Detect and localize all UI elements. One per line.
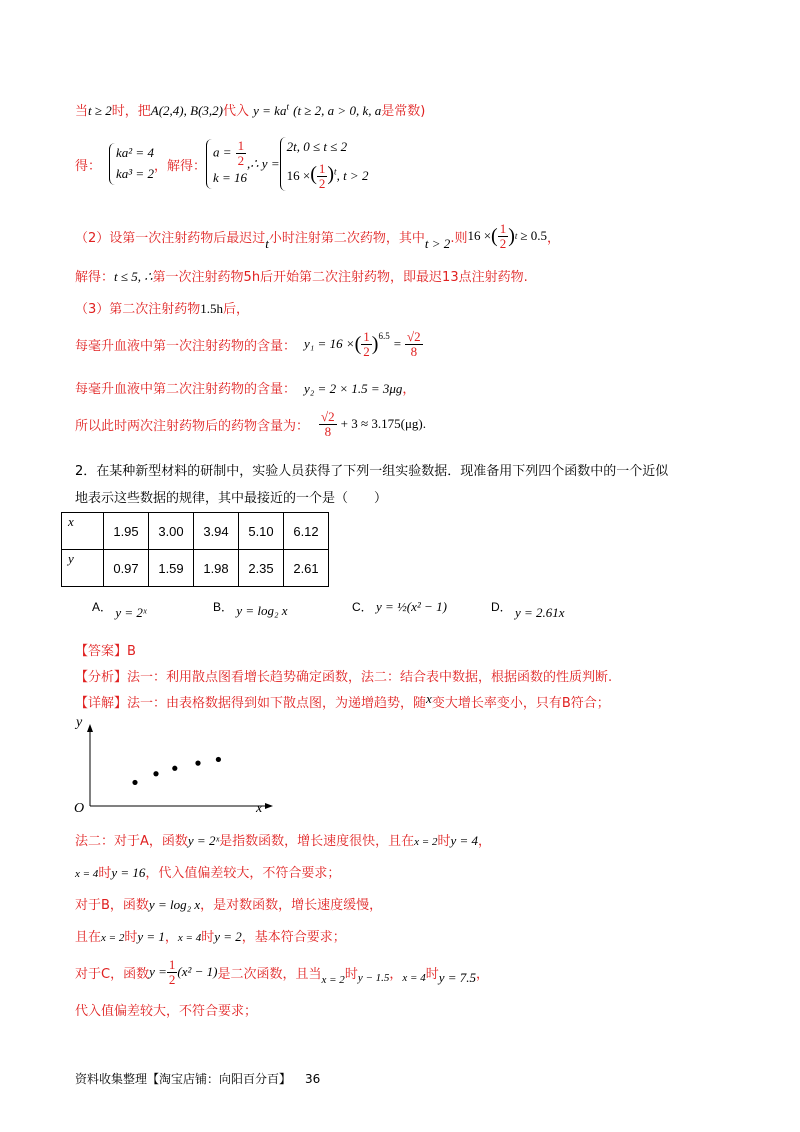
footer: 资料收集整理【淘宝店铺：向阳百分百】 36 (75, 1072, 321, 1086)
question2-line1: 2．在某种新型材料的研制中，实验人员获得了下列一组实验数据．现准备用下列四个函数中的一个近似 (75, 464, 669, 479)
part2-question-line: （2）设第一次注射药物后最迟过 t 小时注射第二次药物，其中 t > 2 .则 16 × ( $\frac{1}{2}$ ) t ≥ 0.5 ， (75, 221, 561, 252)
table-row-x (62, 513, 329, 550)
table-cell: 5.10 (239, 513, 284, 550)
table-cell: 1.95 (104, 513, 149, 550)
scatter-point-3 (172, 766, 177, 771)
y1-line: 每毫升血液中第一次注射药物的含量： y₁ = 16 × ( $\frac{1}{2}$ ) $^{6.5}$ = $\frac{√2}{8}$ (75, 329, 421, 359)
question2-line2: 地表示这些数据的规律，其中最接近的一个是（ ） (75, 491, 388, 506)
table-row-y (62, 550, 329, 587)
table-cell: 2.61 (284, 550, 329, 587)
y-axis-arrow (87, 724, 93, 732)
method2-b2-line: 且在x = 2时y = 1，x = 4时y = 2，基本符合要求； (75, 929, 346, 945)
scatter-point-5 (216, 757, 221, 762)
y2-line: 每毫升血液中第二次注射药物的含量： y₂ = 2 × 1.5 = 3μg， (75, 381, 416, 397)
table-cell: 6.12 (284, 513, 329, 550)
equation-system: ka² = 4 ka³ = 2 (109, 143, 154, 185)
table-cell: 0.97 (104, 550, 149, 587)
method-line-substitute: 当t ≥ 2时，把A(2,4), B(3,2)代入 $y = ka^t$ (t ≥ 2, a > 0, k, a是常数) (75, 101, 426, 119)
data-table (61, 512, 329, 587)
table-cell: 2.35 (239, 550, 284, 587)
method2-c-line: 对于C，函数 y = $\frac{1}{2}$ (x² − 1) 是二次函数，且当 x = 2 时 y − 1.5 ， x = 4 时 y = 7.5 ， (75, 957, 490, 987)
analysis-line: 【分析】法一：利用散点图看增长趋势确定函数，法二：结合表中数据，根据函数的性质判断. (75, 670, 613, 685)
table-cell: 3.00 (149, 513, 194, 550)
method2-c2-line: 代入值偏差较大，不符合要求； (75, 1004, 258, 1019)
solution-system-line: 得： ka² = 4 ka³ = 2 ，解得： a = $\frac{1}{2}$ k = 16 ,∴ y = 2t, 0 ≤ t ≤ 2 16 ×( $\frac{1}{2}$ )$^t$, t > 2 (75, 138, 369, 192)
table-cell: 3.94 (194, 513, 239, 550)
y-axis-label: y (76, 715, 83, 730)
option-a[interactable]: A． y = 2ˣ (92, 600, 147, 620)
x-axis-arrow (265, 803, 273, 809)
scatter-plot (70, 710, 280, 820)
scatter-point-1 (132, 780, 137, 785)
x-axis-label: x (256, 801, 263, 816)
table-header-x: x (62, 513, 104, 550)
total-line: 所以此时两次注射药物后的药物含量为： $\frac{√2}{8}$ + 3 ≈ 3.175(μg). (75, 409, 427, 439)
table-cell: 1.98 (194, 550, 239, 587)
piecewise-function: 2t, 0 ≤ t ≤ 2 16 ×( $\frac{1}{2}$ )$^t$, t > 2 (280, 137, 369, 190)
method2-b-line: 对于B，函数y = log₂ x，是对数函数，增长速度缓慢， (75, 897, 383, 913)
option-b[interactable]: B． y = log₂ x (213, 600, 288, 618)
table-cell: 1.59 (149, 550, 194, 587)
scatter-point-4 (195, 761, 200, 766)
option-d[interactable]: D． y = 2.61x (491, 600, 565, 620)
detail-line: 【详解】法一：由表格数据得到如下散点图，为递增趋势，随x变大增长率变小，只有B符合； (75, 691, 610, 711)
table-header-y: y (62, 550, 104, 587)
method2-a2-line: x = 4时y = 16，代入值偏差较大，不符合要求； (75, 865, 341, 881)
part3-line: （3）第二次注射药物1.5h后， (75, 301, 250, 317)
page-number: 36 (305, 1072, 321, 1086)
part2-answer-line: 解得：t ≤ 5, ∴第一次注射药物5h后开始第二次注射药物，即最迟13点注射药物. (75, 269, 528, 285)
option-c[interactable]: C． y = ½(x² − 1) (352, 599, 447, 614)
solution-system: a = $\frac{1}{2}$ k = 16 (206, 139, 247, 188)
scatter-point-2 (153, 771, 158, 776)
origin-label: O (74, 801, 85, 816)
answer-line: 【答案】B (75, 644, 136, 659)
method2-a-line: 法二：对于A，函数y = 2ˣ是指数函数，增长速度很快，且在x = 2时y = 4， (75, 833, 492, 849)
